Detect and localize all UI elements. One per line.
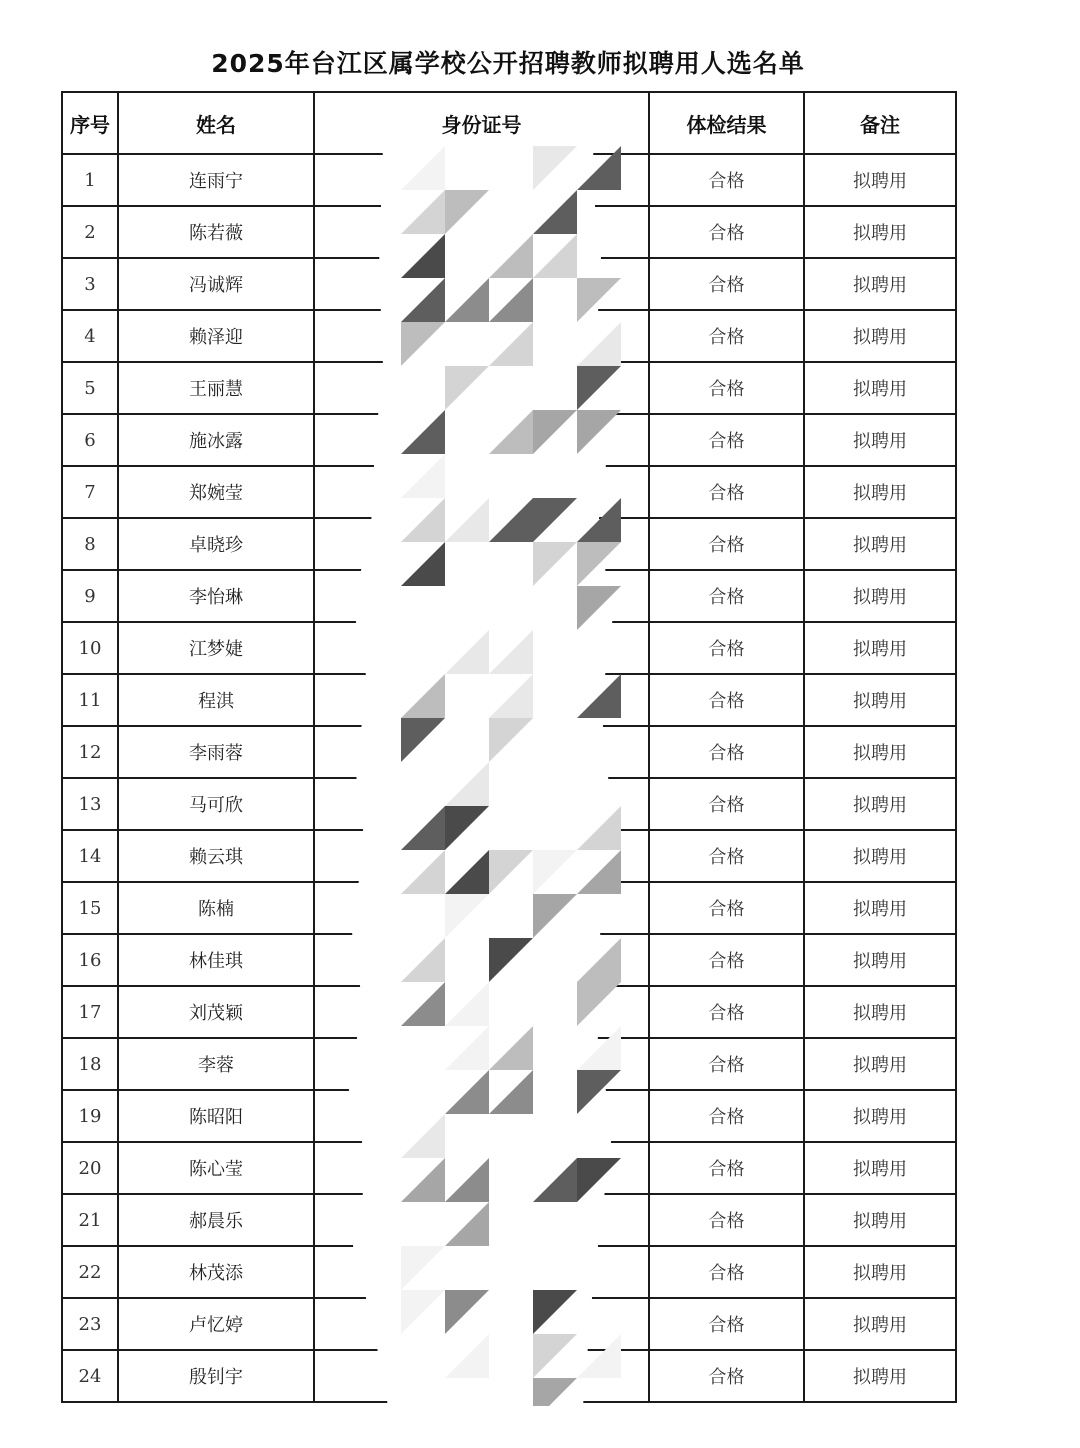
table-row xyxy=(62,1194,956,1246)
row-result: 合格 xyxy=(649,1038,804,1090)
table-row xyxy=(62,362,956,414)
row-number: 6 xyxy=(62,414,118,466)
row-note: 拟聘用 xyxy=(804,934,956,986)
row-name: 李蓉 xyxy=(118,1038,314,1090)
row-id-redacted xyxy=(314,1194,649,1246)
row-name: 卓晓珍 xyxy=(118,518,314,570)
row-note: 拟聘用 xyxy=(804,570,956,622)
row-name: 马可欣 xyxy=(118,778,314,830)
row-number: 1 xyxy=(62,154,118,206)
row-id-redacted xyxy=(314,310,649,362)
table-header-row xyxy=(62,92,956,154)
row-number: 2 xyxy=(62,206,118,258)
row-name: 赖云琪 xyxy=(118,830,314,882)
row-note: 拟聘用 xyxy=(804,518,956,570)
table-row xyxy=(62,414,956,466)
row-number: 22 xyxy=(62,1246,118,1298)
row-id-redacted xyxy=(314,1038,649,1090)
row-result: 合格 xyxy=(649,1246,804,1298)
row-number: 18 xyxy=(62,1038,118,1090)
row-name: 殷钊宇 xyxy=(118,1350,314,1402)
row-name: 程淇 xyxy=(118,674,314,726)
row-number: 3 xyxy=(62,258,118,310)
row-number: 7 xyxy=(62,466,118,518)
row-name: 冯诚辉 xyxy=(118,258,314,310)
row-id-redacted xyxy=(314,570,649,622)
row-number: 12 xyxy=(62,726,118,778)
table-row xyxy=(62,1350,956,1402)
row-result: 合格 xyxy=(649,466,804,518)
row-number: 9 xyxy=(62,570,118,622)
row-note: 拟聘用 xyxy=(804,258,956,310)
row-result: 合格 xyxy=(649,362,804,414)
row-name: 林佳琪 xyxy=(118,934,314,986)
table-row xyxy=(62,1246,956,1298)
row-result: 合格 xyxy=(649,518,804,570)
row-result: 合格 xyxy=(649,674,804,726)
table-row xyxy=(62,258,956,310)
row-note: 拟聘用 xyxy=(804,622,956,674)
row-id-redacted xyxy=(314,778,649,830)
row-number: 5 xyxy=(62,362,118,414)
row-number: 21 xyxy=(62,1194,118,1246)
row-name: 施冰露 xyxy=(118,414,314,466)
row-note: 拟聘用 xyxy=(804,726,956,778)
table-row xyxy=(62,986,956,1038)
row-result: 合格 xyxy=(649,986,804,1038)
table-row xyxy=(62,882,956,934)
row-name: 王丽慧 xyxy=(118,362,314,414)
row-number: 14 xyxy=(62,830,118,882)
row-note: 拟聘用 xyxy=(804,414,956,466)
row-id-redacted xyxy=(314,986,649,1038)
row-number: 16 xyxy=(62,934,118,986)
table-row xyxy=(62,310,956,362)
table-row xyxy=(62,1142,956,1194)
row-note: 拟聘用 xyxy=(804,1350,956,1402)
row-note: 拟聘用 xyxy=(804,882,956,934)
row-number: 13 xyxy=(62,778,118,830)
row-result: 合格 xyxy=(649,414,804,466)
row-note: 拟聘用 xyxy=(804,778,956,830)
row-note: 拟聘用 xyxy=(804,206,956,258)
row-number: 17 xyxy=(62,986,118,1038)
row-name: 李雨蓉 xyxy=(118,726,314,778)
row-name: 陈昭阳 xyxy=(118,1090,314,1142)
table-row xyxy=(62,778,956,830)
row-number: 15 xyxy=(62,882,118,934)
row-name: 陈楠 xyxy=(118,882,314,934)
row-result: 合格 xyxy=(649,778,804,830)
table-row xyxy=(62,206,956,258)
row-name: 卢忆婷 xyxy=(118,1298,314,1350)
row-result: 合格 xyxy=(649,934,804,986)
row-id-redacted xyxy=(314,882,649,934)
row-result: 合格 xyxy=(649,830,804,882)
row-id-redacted xyxy=(314,830,649,882)
row-id-redacted xyxy=(314,206,649,258)
row-id-redacted xyxy=(314,258,649,310)
row-id-redacted xyxy=(314,154,649,206)
row-name: 李怡琳 xyxy=(118,570,314,622)
row-number: 19 xyxy=(62,1090,118,1142)
row-result: 合格 xyxy=(649,1194,804,1246)
row-id-redacted xyxy=(314,1090,649,1142)
row-note: 拟聘用 xyxy=(804,1194,956,1246)
row-result: 合格 xyxy=(649,1090,804,1142)
row-name: 林茂添 xyxy=(118,1246,314,1298)
row-number: 20 xyxy=(62,1142,118,1194)
row-name: 郑婉莹 xyxy=(118,466,314,518)
candidate-table xyxy=(61,91,957,1403)
table-row xyxy=(62,1298,956,1350)
table-row xyxy=(62,830,956,882)
row-id-redacted xyxy=(314,466,649,518)
row-note: 拟聘用 xyxy=(804,362,956,414)
row-note: 拟聘用 xyxy=(804,830,956,882)
table-row xyxy=(62,1090,956,1142)
row-result: 合格 xyxy=(649,258,804,310)
row-name: 江梦婕 xyxy=(118,622,314,674)
row-number: 8 xyxy=(62,518,118,570)
row-result: 合格 xyxy=(649,1298,804,1350)
row-result: 合格 xyxy=(649,622,804,674)
row-id-redacted xyxy=(314,362,649,414)
row-id-redacted xyxy=(314,1142,649,1194)
row-result: 合格 xyxy=(649,1350,804,1402)
row-result: 合格 xyxy=(649,570,804,622)
row-id-redacted xyxy=(314,622,649,674)
row-name: 刘茂颖 xyxy=(118,986,314,1038)
table-row xyxy=(62,726,956,778)
row-number: 24 xyxy=(62,1350,118,1402)
row-id-redacted xyxy=(314,726,649,778)
row-id-redacted xyxy=(314,1350,649,1402)
row-id-redacted xyxy=(314,1246,649,1298)
row-name: 赖泽迎 xyxy=(118,310,314,362)
row-name: 连雨宁 xyxy=(118,154,314,206)
row-id-redacted xyxy=(314,518,649,570)
row-name: 陈若薇 xyxy=(118,206,314,258)
header-no: 序号 xyxy=(62,92,118,154)
row-note: 拟聘用 xyxy=(804,986,956,1038)
row-note: 拟聘用 xyxy=(804,1038,956,1090)
row-number: 4 xyxy=(62,310,118,362)
table-row xyxy=(62,154,956,206)
row-id-redacted xyxy=(314,934,649,986)
table-row xyxy=(62,570,956,622)
row-note: 拟聘用 xyxy=(804,310,956,362)
table-row xyxy=(62,518,956,570)
row-id-redacted xyxy=(314,674,649,726)
row-name: 陈心莹 xyxy=(118,1142,314,1194)
row-note: 拟聘用 xyxy=(804,674,956,726)
table-row xyxy=(62,466,956,518)
row-note: 拟聘用 xyxy=(804,154,956,206)
header-name: 姓名 xyxy=(118,92,314,154)
document-title: 2025年台江区属学校公开招聘教师拟聘用人选名单 xyxy=(211,49,805,78)
row-id-redacted xyxy=(314,1298,649,1350)
row-note: 拟聘用 xyxy=(804,1142,956,1194)
row-result: 合格 xyxy=(649,882,804,934)
table-row xyxy=(62,622,956,674)
row-note: 拟聘用 xyxy=(804,1246,956,1298)
header-note: 备注 xyxy=(804,92,956,154)
row-id-redacted xyxy=(314,414,649,466)
row-note: 拟聘用 xyxy=(804,466,956,518)
row-number: 23 xyxy=(62,1298,118,1350)
table-row xyxy=(62,674,956,726)
row-result: 合格 xyxy=(649,206,804,258)
table-body xyxy=(62,154,956,1402)
table-row xyxy=(62,934,956,986)
header-result: 体检结果 xyxy=(649,92,804,154)
row-result: 合格 xyxy=(649,154,804,206)
row-note: 拟聘用 xyxy=(804,1090,956,1142)
row-number: 11 xyxy=(62,674,118,726)
header-id: 身份证号 xyxy=(314,92,649,154)
row-result: 合格 xyxy=(649,1142,804,1194)
table-row xyxy=(62,1038,956,1090)
row-result: 合格 xyxy=(649,310,804,362)
row-number: 10 xyxy=(62,622,118,674)
row-note: 拟聘用 xyxy=(804,1298,956,1350)
row-name: 郝晨乐 xyxy=(118,1194,314,1246)
row-result: 合格 xyxy=(649,726,804,778)
